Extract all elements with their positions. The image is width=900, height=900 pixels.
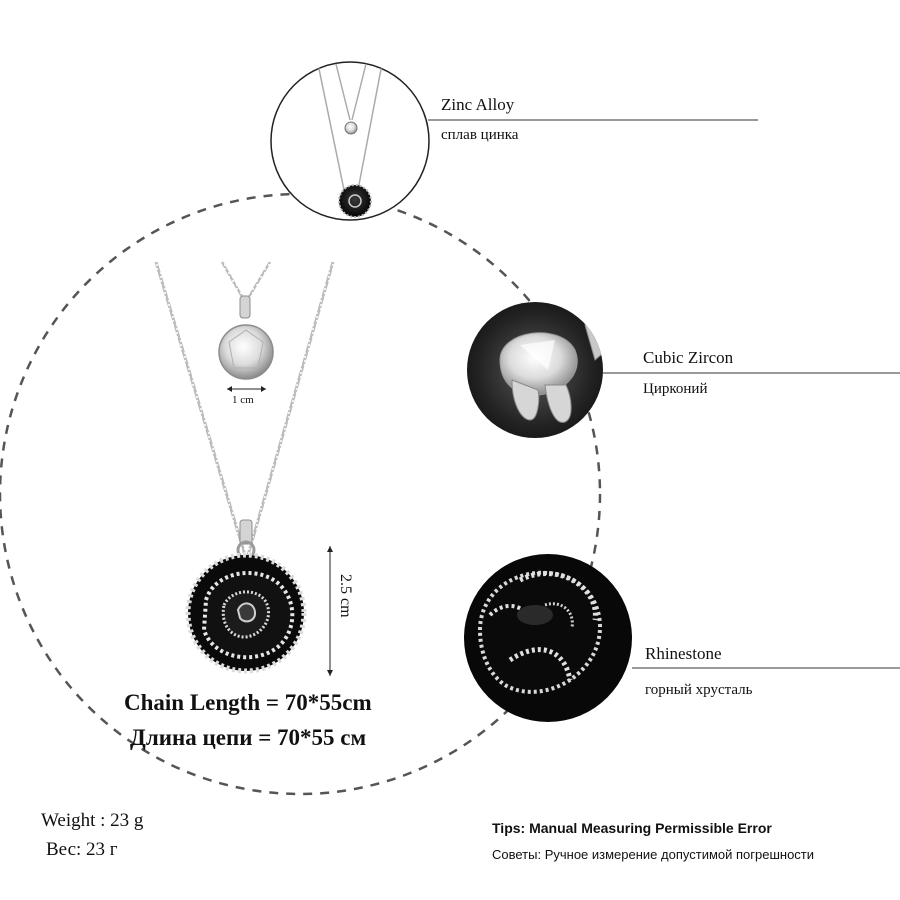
material-label-en: Zinc Alloy [441, 95, 515, 114]
rhinestone-closeup-circle [464, 554, 632, 722]
stone-label-en: Cubic Zircon [643, 348, 734, 367]
chain-length-ru: Длина цепи = 70*55 см [130, 725, 367, 750]
chain-length-en: Chain Length = 70*55cm [124, 690, 372, 715]
zircon-closeup-circle [467, 300, 630, 438]
weight-ru: Вес: 23 г [46, 839, 118, 860]
rose-height-label: 2.5 cm [337, 574, 354, 618]
tips-en: Tips: Manual Measuring Permissible Error [492, 820, 772, 836]
stone-label-ru: Цирконий [643, 381, 708, 397]
rhinestone-label-en: Rhinestone [645, 644, 722, 663]
necklace-main-image [156, 262, 333, 676]
rhinestone-label-ru: горный хрусталь [645, 682, 753, 698]
zircon-width-label: 1 cm [232, 394, 254, 406]
tips-ru: Советы: Ручное измерение допустимой погрешности [492, 847, 815, 862]
weight-en: Weight : 23 g [41, 810, 144, 831]
necklace-overview-circle [271, 62, 429, 220]
material-label-ru: сплав цинка [441, 127, 519, 143]
